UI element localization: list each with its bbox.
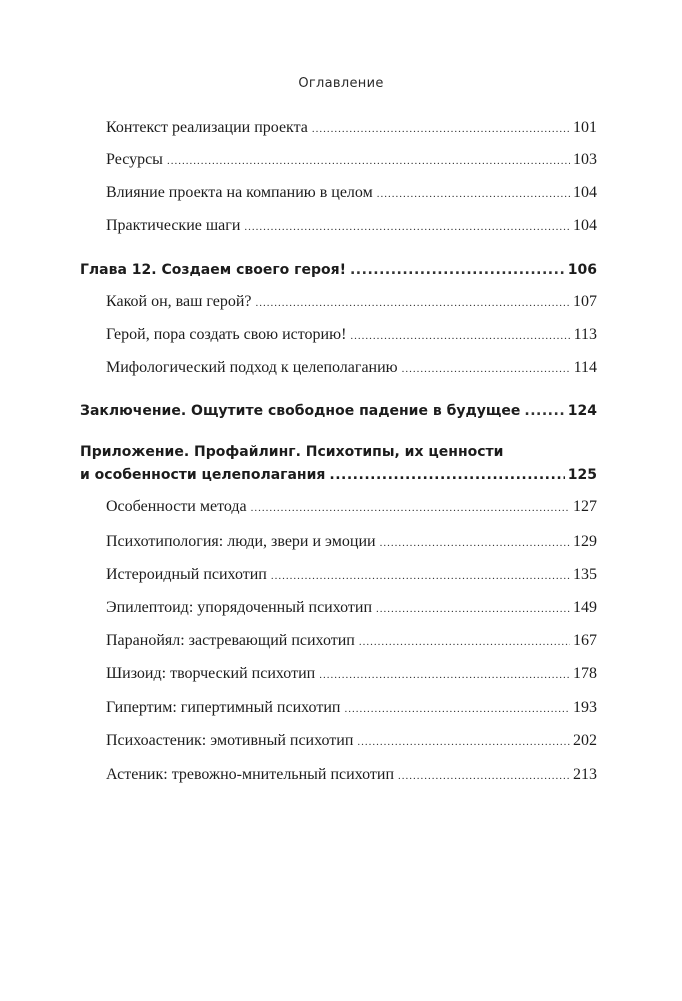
toc-entry-page: 202 xyxy=(573,732,597,749)
toc-entry[interactable] xyxy=(106,532,597,553)
toc-entry-page: 178 xyxy=(573,665,597,682)
toc-entry-title: Истероидный психотип xyxy=(106,566,267,583)
dot-leader xyxy=(402,359,571,379)
dot-leader xyxy=(524,401,564,421)
toc-entry-page: 213 xyxy=(573,766,597,783)
toc-entry[interactable] xyxy=(106,497,597,518)
toc-entry-page: 127 xyxy=(573,498,597,515)
toc-entry[interactable] xyxy=(106,183,597,204)
toc-entry-page: 101 xyxy=(573,119,597,136)
toc-chapter[interactable] xyxy=(80,401,597,421)
dot-leader xyxy=(271,566,570,586)
toc-entry[interactable] xyxy=(106,565,597,586)
toc-entry-page: 107 xyxy=(573,293,597,310)
toc-entry-title: Ресурсы xyxy=(106,151,163,168)
toc-entry-page: 193 xyxy=(573,699,597,716)
dot-leader xyxy=(329,465,564,485)
toc-chapter[interactable] xyxy=(80,442,597,485)
toc-entry-title: Гипертим: гипертимный психотип xyxy=(106,699,341,716)
dot-leader xyxy=(312,119,570,139)
toc-entry[interactable] xyxy=(106,765,597,786)
toc-chapter-page: 125 xyxy=(567,467,597,483)
toc-chapter-page: 106 xyxy=(567,262,597,278)
dot-leader xyxy=(167,151,570,171)
toc-entry[interactable] xyxy=(106,118,597,139)
dot-leader xyxy=(377,184,570,204)
toc-entry-title: Астеник: тревожно-мнительный психотип xyxy=(106,766,394,783)
toc-entry-page: 129 xyxy=(573,533,597,550)
toc-entry-title: Какой он, ваш герой? xyxy=(106,293,252,310)
toc-entry-page: 149 xyxy=(573,599,597,616)
toc-entry-title: Мифологический подход к целеполаганию xyxy=(106,359,398,376)
toc-entry[interactable] xyxy=(106,664,597,685)
toc-entry-page: 167 xyxy=(573,632,597,649)
running-head: Оглавление xyxy=(298,76,384,91)
toc-chapter[interactable] xyxy=(80,260,597,280)
toc-entry-title: Психоастеник: эмотивный психотип xyxy=(106,732,354,749)
toc-chapter-title: Заключение. Ощутите свободное падение в будущее xyxy=(80,403,521,419)
dot-leader xyxy=(376,599,570,619)
toc-entry-title: Шизоид: творческий психотип xyxy=(106,665,316,682)
dot-leader xyxy=(319,665,570,685)
toc-entry-title: Психотипология: люди, звери и эмоции xyxy=(106,533,376,550)
toc-entry-page: 104 xyxy=(573,217,597,234)
toc-entry-title: Практические шаги xyxy=(106,217,241,234)
toc-entry-title: Контекст реализации проекта xyxy=(106,119,308,136)
dot-leader xyxy=(357,732,570,752)
dot-leader xyxy=(398,766,570,786)
toc-entry-page: 135 xyxy=(573,566,597,583)
toc-entry[interactable] xyxy=(106,631,597,652)
dot-leader xyxy=(244,217,570,237)
toc-entry[interactable] xyxy=(106,150,597,171)
toc-entry-page: 103 xyxy=(573,151,597,168)
toc-entry-title: Влияние проекта на компанию в целом xyxy=(106,184,373,201)
toc-entry-page: 114 xyxy=(573,359,597,376)
toc-entry[interactable] xyxy=(106,292,597,313)
toc-entry[interactable] xyxy=(106,598,597,619)
dot-leader xyxy=(251,498,570,518)
toc-entry-page: 113 xyxy=(573,326,597,343)
toc-entry-title: Герой, пора создать свою историю! xyxy=(106,326,347,343)
dot-leader xyxy=(359,632,570,652)
toc-chapter-title-line1: Приложение. Профайлинг. Психотипы, их ценности xyxy=(80,444,504,460)
dot-leader xyxy=(344,699,570,719)
toc-chapter-page: 124 xyxy=(567,403,597,419)
toc-chapter-title: Глава 12. Создаем своего героя! xyxy=(80,262,346,278)
toc-entry-title: Эпилептоид: упорядоченный психотип xyxy=(106,599,373,616)
toc-entry-page: 104 xyxy=(573,184,597,201)
toc-entry[interactable] xyxy=(106,698,597,719)
toc-entry[interactable] xyxy=(106,358,597,379)
toc-entry-title: Паранойял: застревающий психотип xyxy=(106,632,355,649)
dot-leader xyxy=(350,326,570,346)
toc-entry[interactable] xyxy=(106,325,597,346)
toc-entry-title: Особенности метода xyxy=(106,498,247,515)
dot-leader xyxy=(350,260,565,280)
dot-leader xyxy=(380,533,570,553)
dot-leader xyxy=(256,293,570,313)
toc-chapter-title-line2: и особенности целеполагания xyxy=(80,467,326,483)
toc-entry[interactable] xyxy=(106,731,597,752)
toc-entry[interactable] xyxy=(106,216,597,237)
